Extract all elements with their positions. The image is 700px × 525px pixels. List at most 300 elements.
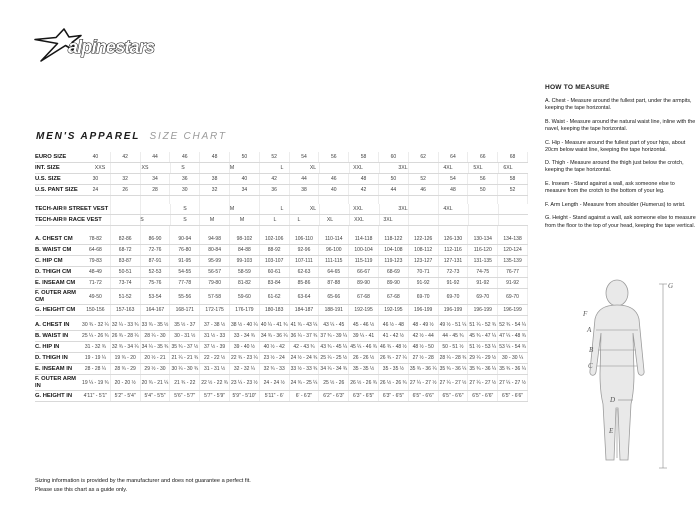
cell-thigh-in-8: 25 ¼ - 25 ½ [318, 353, 348, 363]
cell-chest-cm-6: 102-106 [259, 234, 289, 244]
cell-chest-in-9: 45 - 46 ½ [348, 320, 378, 330]
cell-hip-in-8: 43 ¾ - 45 ¼ [318, 342, 348, 352]
cell-spacer-a-2 [140, 196, 170, 204]
cell-chest-cm-2: 86-90 [140, 234, 170, 244]
cell-waist-in-11: 42 ½ - 44 [408, 331, 438, 341]
row-us-size [35, 174, 528, 185]
cell-hip-cm-1: 83-87 [110, 256, 140, 266]
cell-height-cm-0: 150-156 [86, 307, 105, 313]
cell-hip-in-12: 50 - 51 ½ [438, 342, 468, 352]
cell-tech-air-street-vest-6 [259, 204, 289, 214]
cell-tech-air-street-vest-1 [110, 204, 140, 214]
cell-euro-size-1: 42 [110, 152, 140, 162]
row-label-inseam-cm: E. INSEAM CM [35, 279, 76, 286]
cell-chest-in-14: 52 ¾ - 54 ¼ [497, 320, 528, 330]
cell-waist-cm-3: 76-80 [169, 245, 199, 255]
row-cells-outer-arm-cm [81, 289, 528, 304]
cell-chest-in-7: 41 ¾ - 43 ¼ [289, 320, 319, 330]
cell-inseam-in-6: 32 ¾ - 33 [259, 364, 289, 374]
cell-chest-cm-10: 118-122 [378, 234, 408, 244]
val-tech-air-street-vest-3: XL [309, 206, 317, 212]
cell-waist-in-4: 31 ½ - 33 [199, 331, 229, 341]
cell-thigh-cm-14: 76-77 [497, 267, 528, 277]
cell-inseam-in-9: 35 - 35 ½ [348, 364, 378, 374]
figure-label-chest: A [587, 326, 592, 334]
row-outer-arm-cm [35, 289, 528, 305]
cell-tech-air-street-vest-14 [498, 204, 528, 214]
cell-chest-cm-14: 134-138 [497, 234, 528, 244]
row-cells-hip-in [81, 342, 528, 352]
cell-outer-arm-in-10: 26 ½ - 26 ¾ [378, 375, 408, 390]
cell-us-pant-size-8: 40 [318, 185, 348, 195]
cell-waist-in-12: 44 - 45 ¾ [438, 331, 468, 341]
val-tech-air-race-vest-0: S [140, 217, 144, 223]
cell-height-in-4: 5'7" - 5'9" [199, 391, 229, 401]
cell-hip-cm-12: 127-131 [438, 256, 468, 266]
cell-inseam-cm-4: 79-80 [199, 278, 229, 288]
cell-waist-in-8: 37 ¾ - 39 ¼ [318, 331, 348, 341]
cell-outer-arm-cm-6: 61-62 [259, 289, 289, 304]
row-height-in [35, 391, 528, 402]
val-int-size-0: XXS [94, 165, 106, 171]
cell-hip-cm-13: 131-135 [467, 256, 497, 266]
row-waist-in [35, 331, 528, 342]
cell-chest-in-1: 32 ¼ - 33 ¾ [110, 320, 140, 330]
cell-thigh-cm-9: 66-67 [348, 267, 378, 277]
cell-waist-cm-14: 120-124 [497, 245, 528, 255]
cell-inseam-in-13: 35 ¾ - 36 ¼ [467, 364, 497, 374]
cell-waist-cm-2: 72-76 [140, 245, 170, 255]
cell-height-in-14: 6'5" - 6'6" [497, 391, 528, 401]
cell-height-cm-3: 168-171 [169, 305, 199, 315]
cell-us-pant-size-7: 38 [289, 185, 319, 195]
cell-spacer-b-0 [81, 226, 110, 234]
cell-tech-air-race-vest-11 [408, 215, 438, 225]
cell-waist-cm-9: 100-104 [348, 245, 378, 255]
val-int-size-5: XL [309, 165, 317, 171]
val-int-size-2: S [181, 165, 185, 171]
cell-spacer-b-5 [229, 226, 259, 234]
val-tech-air-race-vest-3: M [239, 217, 245, 223]
row-label-tech-air-race-vest: TECH-AIR® RACE VEST [35, 216, 102, 223]
cell-hip-in-2: 34 ¼ - 35 ¾ [140, 342, 170, 352]
val-int-size-9: 5XL [473, 165, 483, 171]
cell-inseam-in-2: 29 ½ - 30 [140, 364, 170, 374]
row-spacer-b [35, 226, 528, 234]
cell-height-cm-4: 172-175 [199, 305, 229, 315]
cell-thigh-in-9: 26 - 26 ½ [348, 353, 378, 363]
row-tech-air-street-vest [35, 204, 528, 215]
cell-thigh-cm-6: 60-61 [259, 267, 289, 277]
row-label-chest-cm: A. CHEST CM [35, 235, 73, 242]
cell-tech-air-race-vest-13 [468, 215, 498, 225]
cell-waist-in-3: 30 - 31 ½ [169, 331, 199, 341]
cell-inseam-cm-12: 91-92 [438, 278, 468, 288]
cell-inseam-cm-11: 91-92 [408, 278, 438, 288]
cell-outer-arm-in-13: 27 ¼ - 27 ½ [467, 375, 497, 390]
cell-us-size-14: 58 [497, 174, 528, 184]
cell-thigh-cm-3: 54-55 [169, 267, 199, 277]
row-label-euro-size: EURO SIZE [35, 153, 67, 160]
cell-height-cm-8: 188-191 [318, 305, 348, 315]
cell-spacer-a-1 [110, 196, 140, 204]
cell-tech-air-street-vest-11 [408, 204, 438, 214]
cell-chest-cm-13: 130-134 [467, 234, 497, 244]
cell-outer-arm-cm-4: 57-58 [199, 289, 229, 304]
cell-inseam-in-0: 28 - 28 ¼ [84, 366, 106, 372]
cell-inseam-cm-3: 77-78 [169, 278, 199, 288]
cell-outer-arm-in-1: 20 - 20 ½ [110, 375, 140, 390]
cell-chest-in-0: 30 ¾ - 32 ¼ [82, 322, 109, 328]
cell-outer-arm-cm-9: 67-68 [348, 289, 378, 304]
cell-tech-air-race-vest-2 [140, 215, 170, 225]
cell-waist-in-5: 33 - 34 ¾ [229, 331, 259, 341]
cell-us-size-4: 38 [199, 174, 229, 184]
cell-height-in-6: 5'11" - 6' [259, 391, 289, 401]
row-label-height-cm: G. HEIGHT CM [35, 306, 76, 313]
cell-outer-arm-in-14: 27 ¼ - 27 ½ [497, 375, 528, 390]
cell-chest-in-8: 43 ¼ - 45 [318, 320, 348, 330]
cell-waist-in-7: 36 ¼ - 37 ¾ [289, 331, 319, 341]
cell-inseam-cm-5: 81-82 [229, 278, 259, 288]
cell-height-cm-1: 157-163 [110, 305, 140, 315]
cell-waist-in-13: 45 ¾ - 47 ¼ [467, 331, 497, 341]
cell-spacer-b-10 [378, 226, 408, 234]
cell-outer-arm-in-4: 22 ½ - 22 ¾ [199, 375, 229, 390]
cell-thigh-in-5: 22 ¾ - 23 ¼ [229, 353, 259, 363]
cell-height-cm-9: 192-195 [348, 305, 378, 315]
row-cells-spacer-b [81, 226, 528, 234]
cell-inseam-in-14: 35 ¾ - 36 ¼ [497, 364, 528, 374]
cell-thigh-cm-2: 52-53 [140, 267, 170, 277]
cell-outer-arm-in-5: 23 ¼ - 23 ½ [229, 375, 259, 390]
cell-outer-arm-cm-13: 69-70 [467, 289, 497, 304]
row-cells-chest-in [81, 320, 528, 330]
cell-inseam-in-10: 35 - 35 ½ [378, 364, 408, 374]
cell-us-pant-size-10: 44 [378, 185, 408, 195]
alpinestars-logo-graphic [30, 20, 180, 70]
cell-spacer-b-8 [318, 226, 348, 234]
val-int-size-6: XXL [353, 165, 363, 171]
cell-chest-cm-1: 82-86 [110, 234, 140, 244]
row-cells-hip-cm [81, 256, 528, 266]
cell-outer-arm-in-8: 25 ½ - 26 [318, 375, 348, 390]
cell-inseam-in-7: 33 ½ - 33 ¾ [289, 364, 319, 374]
cell-height-in-7: 6' - 6'2" [289, 391, 319, 401]
cell-spacer-a-14 [497, 196, 528, 204]
cell-thigh-in-14: 30 - 30 ¼ [497, 353, 528, 363]
cell-height-cm-12: 196-199 [438, 305, 468, 315]
cell-spacer-b-2 [140, 226, 170, 234]
cell-inseam-cm-6: 83-84 [259, 278, 289, 288]
val-tech-air-street-vest-2: L [280, 206, 284, 212]
cell-tech-air-street-vest-4 [199, 204, 229, 214]
cell-inseam-cm-9: 89-90 [348, 278, 378, 288]
val-tech-air-race-vest-7: XXL [354, 217, 364, 223]
cell-inseam-in-12: 35 ¾ - 36 ¼ [438, 364, 468, 374]
cell-height-in-9: 6'3" - 6'5" [348, 391, 378, 401]
cell-inseam-cm-8: 87-88 [318, 278, 348, 288]
cell-thigh-in-3: 21 ¼ - 21 ¾ [169, 353, 199, 363]
cell-outer-arm-in-0: 19 ¼ - 19 ¾ [82, 379, 109, 386]
cell-spacer-a-11 [408, 196, 438, 204]
cell-inseam-cm-13: 91-92 [467, 278, 497, 288]
cell-thigh-cm-1: 50-51 [110, 267, 140, 277]
cell-int-size-1 [110, 163, 140, 173]
cell-us-size-8: 46 [318, 174, 348, 184]
cell-height-cm-14: 196-199 [497, 305, 528, 315]
cell-inseam-in-1: 28 ¾ - 29 [110, 364, 140, 374]
cell-hip-cm-2: 87-91 [140, 256, 170, 266]
cell-thigh-in-6: 23 ½ - 24 [259, 353, 289, 363]
cell-spacer-b-6 [259, 226, 289, 234]
cell-thigh-in-7: 24 ½ - 24 ¾ [289, 353, 319, 363]
cell-us-pant-size-14: 52 [497, 185, 528, 195]
cell-thigh-in-12: 28 ¼ - 28 ¾ [438, 353, 468, 363]
cell-tech-air-street-vest-2 [140, 204, 170, 214]
row-label-hip-in: C. HIP IN [35, 343, 60, 350]
measure-item-height: G. Height - Stand against a wall, ask someone else to measure from the floor to the top of your head, keeping the tape vertical. [545, 215, 696, 229]
cell-hip-in-10: 46 ¾ - 48 ½ [378, 342, 408, 352]
measure-item-thigh: D. Thigh - Measure around the thigh just below the crotch, keeping the tape horizontal. [545, 160, 684, 174]
cell-height-cm-2: 164-167 [140, 305, 170, 315]
val-tech-air-street-vest-1: M [229, 206, 235, 212]
row-cells-inseam-in [81, 364, 528, 374]
row-label-spacer-b [35, 226, 81, 234]
cell-waist-in-6: 34 ¾ - 36 ¼ [259, 331, 289, 341]
cell-inseam-cm-2: 75-76 [140, 278, 170, 288]
cell-tech-air-race-vest-4 [199, 215, 229, 225]
cell-height-cm-13: 196-199 [467, 305, 497, 315]
cell-euro-size-7: 54 [289, 152, 319, 162]
cell-chest-cm-4: 94-98 [199, 234, 229, 244]
figure-label-hip: C [588, 362, 593, 370]
cell-height-cm-11: 196-199 [408, 305, 438, 315]
cell-thigh-cm-10: 68-69 [378, 267, 408, 277]
row-thigh-cm [35, 267, 528, 278]
cell-thigh-in-0: 19 - 19 ¼ [84, 355, 106, 361]
cell-spacer-a-12 [438, 196, 468, 204]
val-int-size-3: M [229, 165, 235, 171]
row-cells-waist-in [81, 331, 528, 341]
cell-inseam-cm-7: 85-86 [289, 278, 319, 288]
cell-hip-in-3: 35 ¾ - 37 ½ [169, 342, 199, 352]
row-label-waist-in: B. WAIST IN [35, 332, 69, 339]
measure-item-waist: B. Waist - Measure around the natural waist line, inline with the navel, keeping the tape horizontal. [545, 118, 696, 132]
measure-item-arm: F. Arm Length - Measure from shoulder (Humerus) to wrist. [545, 201, 686, 208]
cell-hip-in-11: 48 ½ - 50 [408, 342, 438, 352]
cell-us-pant-size-9: 42 [348, 185, 378, 195]
row-hip-in [35, 342, 528, 353]
cell-euro-size-14: 68 [497, 152, 528, 162]
row-label-us-pant-size: U.S. PANT SIZE [35, 186, 78, 193]
cell-us-size-11: 52 [408, 174, 438, 184]
cell-thigh-cm-7: 62-63 [289, 267, 319, 277]
cell-hip-cm-9: 115-119 [348, 256, 378, 266]
cell-outer-arm-in-2: 20 ¾ - 21 ¼ [140, 375, 170, 390]
disclaimer-line-2: Please use this chart as a guide only. [35, 486, 128, 493]
cell-euro-size-6: 52 [259, 152, 289, 162]
cell-hip-cm-6: 103-107 [259, 256, 289, 266]
cell-outer-arm-in-9: 26 ½ - 26 ¾ [348, 375, 378, 390]
cell-int-size-8 [319, 163, 349, 173]
cell-euro-size-13: 66 [467, 152, 497, 162]
cell-chest-in-10: 46 ½ - 48 [378, 320, 408, 330]
cell-hip-in-6: 40 ½ - 42 [259, 342, 289, 352]
cell-hip-in-5: 39 - 40 ½ [229, 342, 259, 352]
cell-us-size-9: 48 [348, 174, 378, 184]
cell-height-in-8: 6'2" - 6'3" [318, 391, 348, 401]
val-int-size-4: L [280, 165, 284, 171]
cell-height-in-1: 5'2" - 5'4" [110, 391, 140, 401]
cell-thigh-cm-5: 58-59 [229, 267, 259, 277]
row-waist-cm [35, 245, 528, 256]
row-cells-us-size [81, 174, 528, 184]
alpinestars-logo [30, 20, 180, 75]
row-cells-thigh-cm [81, 267, 528, 277]
cell-chest-cm-9: 114-118 [348, 234, 378, 244]
row-chest-cm [35, 234, 528, 245]
cell-outer-arm-in-12: 27 ¼ - 27 ½ [438, 375, 468, 390]
cell-thigh-cm-12: 72-73 [438, 267, 468, 277]
cell-hip-in-9: 45 ¼ - 46 ¾ [348, 342, 378, 352]
page-title [36, 131, 227, 142]
row-hip-cm [35, 256, 528, 267]
cell-int-size-6 [259, 163, 289, 173]
row-thigh-in [35, 353, 528, 364]
cell-spacer-b-13 [467, 226, 497, 234]
cell-hip-cm-5: 99-103 [229, 256, 259, 266]
cell-outer-arm-cm-12: 69-70 [438, 289, 468, 304]
cell-us-pant-size-3: 30 [169, 185, 199, 195]
cell-chest-cm-12: 126-130 [438, 234, 468, 244]
row-euro-size [35, 152, 528, 163]
cell-chest-in-13: 51 ¼ - 52 ¾ [467, 320, 497, 330]
how-to-measure-heading: HOW TO MEASURE [545, 84, 610, 91]
cell-spacer-a-13 [467, 196, 497, 204]
cell-hip-cm-8: 111-115 [318, 256, 348, 266]
body-silhouette-graphic [540, 278, 700, 478]
row-int-size [35, 163, 528, 174]
cell-chest-cm-11: 122-126 [408, 234, 438, 244]
cell-euro-size-3: 46 [169, 152, 199, 162]
figure-head [606, 280, 628, 306]
row-inseam-in [35, 364, 528, 375]
cell-euro-size-9: 58 [348, 152, 378, 162]
cell-chest-in-12: 49 ½ - 51 ¼ [438, 320, 468, 330]
cell-us-size-7: 44 [289, 174, 319, 184]
cell-outer-arm-cm-5: 59-60 [229, 289, 259, 304]
cell-spacer-a-8 [318, 196, 348, 204]
cell-spacer-a-7 [289, 196, 319, 204]
val-int-size-10: 6XL [503, 165, 513, 171]
cell-spacer-b-1 [110, 226, 140, 234]
row-label-us-size: U.S. SIZE [35, 175, 61, 182]
cell-thigh-in-11: 27 ½ - 28 [408, 353, 438, 363]
cell-height-in-2: 5'4" - 5'5" [140, 391, 170, 401]
cell-chest-cm-8: 110-114 [318, 234, 348, 244]
row-cells-outer-arm-in [81, 375, 528, 390]
cell-us-pant-size-13: 50 [467, 185, 497, 195]
cell-euro-size-8: 56 [318, 152, 348, 162]
cell-spacer-a-5 [229, 196, 259, 204]
cell-outer-arm-in-7: 24 ¾ - 25 ¼ [289, 375, 319, 390]
cell-thigh-in-2: 20 ½ - 21 [140, 353, 170, 363]
cell-waist-in-2: 28 ¼ - 30 [140, 331, 170, 341]
row-cells-waist-cm [81, 245, 528, 255]
cell-height-cm-5: 176-179 [229, 305, 259, 315]
cell-us-size-1: 32 [110, 174, 140, 184]
cell-euro-size-2: 44 [140, 152, 170, 162]
cell-euro-size-0: 40 [92, 154, 99, 160]
row-tech-air-race-vest [35, 215, 528, 226]
cell-height-in-13: 6'5" - 6'6" [467, 391, 497, 401]
val-int-size-8: 4XL [443, 165, 453, 171]
cell-tech-air-street-vest-8 [319, 204, 349, 214]
cell-outer-arm-cm-0: 49-50 [89, 293, 102, 300]
row-cells-height-cm [81, 305, 528, 315]
cell-outer-arm-cm-10: 67-68 [378, 289, 408, 304]
cell-waist-cm-5: 84-88 [229, 245, 259, 255]
cell-hip-in-1: 32 ¾ - 34 ¼ [110, 342, 140, 352]
cell-waist-in-14: 47 ¼ - 48 ¾ [497, 331, 528, 341]
figure-label-thigh: D [610, 396, 616, 404]
cell-waist-in-9: 39 ¼ - 41 [348, 331, 378, 341]
figure-label-waist: B [589, 346, 594, 354]
cell-us-pant-size-0: 24 [92, 187, 99, 193]
cell-outer-arm-cm-1: 51-52 [110, 289, 140, 304]
disclaimer [35, 477, 251, 495]
row-label-tech-air-street-vest: TECH-AIR® STREET VEST [35, 205, 109, 212]
val-tech-air-street-vest-6: 4XL [443, 206, 453, 212]
cell-spacer-a-3 [169, 196, 199, 204]
cell-height-in-11: 6'5" - 6'6" [408, 391, 438, 401]
cell-tech-air-race-vest-14 [498, 215, 528, 225]
cell-waist-in-10: 41 - 42 ½ [378, 331, 408, 341]
row-cells-euro-size [81, 152, 528, 162]
cell-outer-arm-cm-3: 55-56 [169, 289, 199, 304]
row-cells-inseam-cm [81, 278, 528, 288]
row-outer-arm-in [35, 375, 528, 391]
row-cells-tech-air-race-vest [81, 215, 528, 225]
cell-hip-in-7: 42 - 43 ¾ [289, 342, 319, 352]
row-cells-chest-cm [81, 234, 528, 244]
cell-euro-size-11: 62 [408, 152, 438, 162]
cell-spacer-b-14 [497, 226, 528, 234]
val-int-size-7: 3XL [398, 165, 408, 171]
cell-euro-size-10: 60 [378, 152, 408, 162]
row-cells-int-size [81, 163, 528, 173]
row-cells-tech-air-street-vest [81, 204, 528, 214]
cell-tech-air-race-vest-12 [438, 215, 468, 225]
cell-inseam-cm-10: 89-90 [378, 278, 408, 288]
cell-int-size-11 [408, 163, 438, 173]
row-us-pant-size [35, 185, 528, 196]
measure-item-hip: C. Hip - Measure around the fullest part of your hips, about 20cm below waist line, keeping the tape horizontal. [545, 139, 686, 153]
row-label-thigh-in: D. THIGH IN [35, 354, 68, 361]
cell-us-size-0: 30 [92, 176, 99, 182]
cell-spacer-a-4 [199, 196, 229, 204]
cell-chest-cm-5: 98-102 [229, 234, 259, 244]
cell-chest-in-6: 40 ¼ - 41 ¾ [259, 320, 289, 330]
cell-thigh-in-1: 19 ¾ - 20 [110, 353, 140, 363]
row-label-int-size: INT. SIZE [35, 164, 60, 171]
cell-inseam-in-3: 30 ¼ - 30 ¾ [169, 364, 199, 374]
cell-chest-in-5: 38 ½ - 40 ¼ [229, 320, 259, 330]
cell-height-in-12: 6'5" - 6'6" [438, 391, 468, 401]
val-tech-air-race-vest-8: 3XL [383, 217, 393, 223]
val-tech-air-race-vest-1: S [183, 217, 187, 223]
